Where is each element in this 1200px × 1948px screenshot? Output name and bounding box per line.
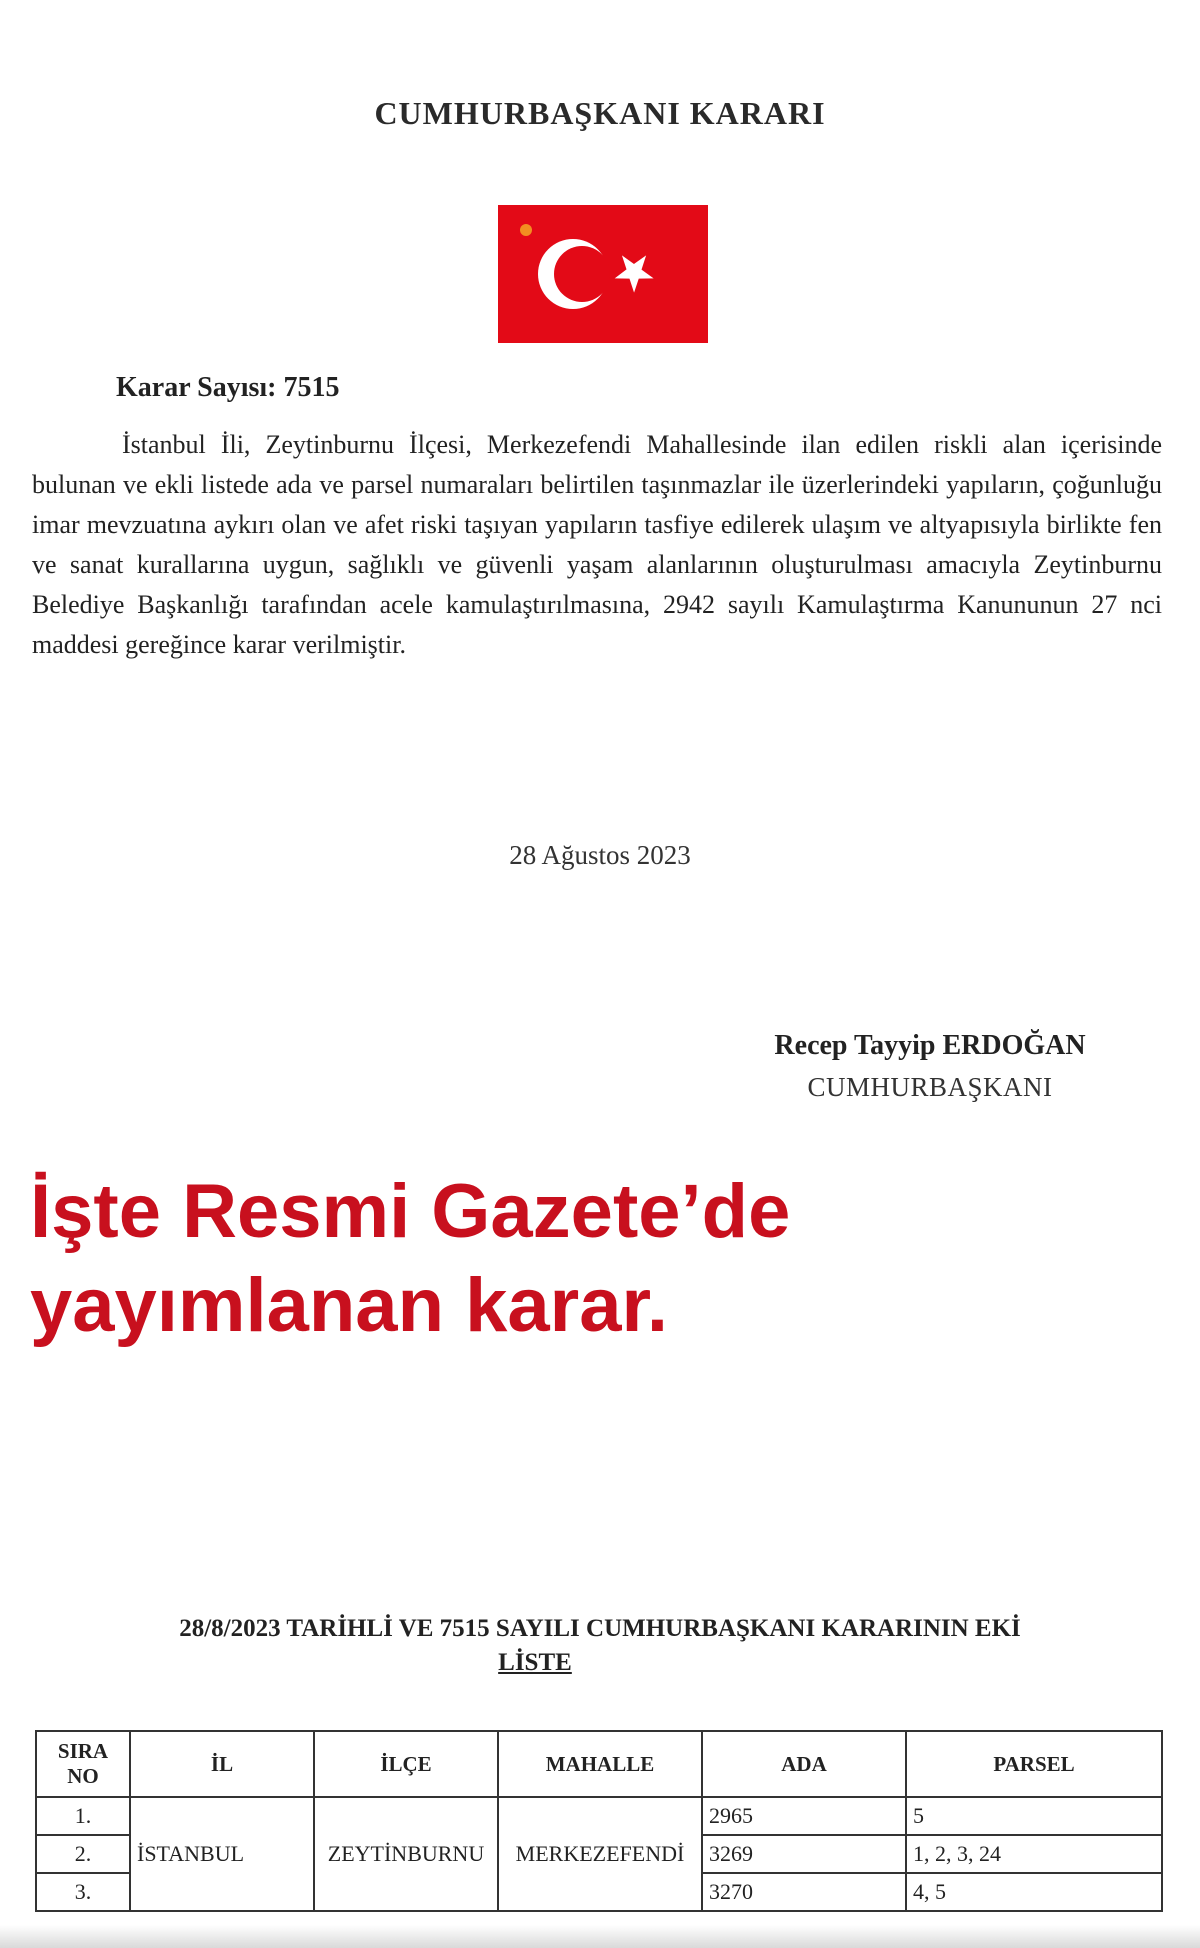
decision-body: İstanbul İli, Zeytinburnu İlçesi, Merkezefendi Mahallesinde ilan edilen riskli alan içerisinde bulunan ve ekli listede ada ve parsel numaraları belirtilen taşınmazlar ile üzerlerindeki yapıların, çoğunluğu imar mevzuatına aykırı olan ve afet riski taşıyan yapıların tasfiye edilerek ulaşım ve altyapısıyla birlikte fen ve sanat kurallarına uygun, sağlıklı ve güvenli yaşam alanlarının oluşturulması amacıyla Zeytinburnu Belediye Başkanlığı tarafından acele kamulaştırılmasına, 2942 sayılı Kamulaştırma Kanununun 27 nci maddesi gereğince karar verilmiştir.: [32, 430, 1162, 659]
cell-ada: 3270: [702, 1873, 906, 1911]
row-no: 3.: [36, 1873, 130, 1911]
header-mahalle: MAHALLE: [498, 1731, 702, 1797]
document-title: CUMHURBAŞKANI KARARI: [374, 95, 826, 131]
cell-ada: 2965: [702, 1797, 906, 1835]
cell-mahalle: MERKEZEFENDİ: [498, 1797, 702, 1911]
signatory-block: [700, 1030, 1160, 1103]
header-sira-no: [36, 1731, 130, 1797]
cell-parsel: 5: [906, 1797, 1162, 1835]
cell-parsel: 4, 5: [906, 1873, 1162, 1911]
cell-ilce: ZEYTİNBURNU: [314, 1797, 498, 1911]
cell-ada: 3269: [702, 1835, 906, 1873]
table-header-row: [36, 1731, 1162, 1797]
row-no: 1.: [36, 1797, 130, 1835]
header-no: NO: [67, 1764, 99, 1788]
decision-number: Karar Sayısı: 7515: [116, 372, 340, 403]
signatory-title: CUMHURBAŞKANI: [807, 1072, 1053, 1102]
header-ilce: İLÇE: [314, 1731, 498, 1797]
signatory-name: Recep Tayyip ERDOĞAN: [774, 1030, 1086, 1061]
annex-title: 28/8/2023 TARİHLİ VE 7515 SAYILI CUMHURBAŞKANI KARARININ EKİ: [179, 1615, 1021, 1642]
header-parsel: PARSEL: [906, 1731, 1162, 1797]
page-bottom-edge: [0, 1925, 1200, 1948]
header-il: İL: [130, 1731, 314, 1797]
decision-date: 28 Ağustos 2023: [509, 840, 691, 870]
row-no: 2.: [36, 1835, 130, 1873]
turkish-flag-icon: [498, 205, 708, 343]
cell-il: İSTANBUL: [130, 1797, 314, 1911]
annex-title-block: [0, 1612, 1200, 1680]
cell-parsel: 1, 2, 3, 24: [906, 1835, 1162, 1873]
annex-subtitle: LİSTE: [498, 1649, 572, 1676]
headline-line-2: yayımlanan karar.: [30, 1263, 668, 1348]
headline: [30, 1165, 1130, 1353]
annex-table: [35, 1730, 1163, 1912]
headline-line-1: İşte Resmi Gazete’de: [30, 1169, 791, 1254]
table-row: [36, 1797, 1162, 1835]
header-ada: ADA: [702, 1731, 906, 1797]
header-sira: SIRA: [57, 1739, 109, 1763]
